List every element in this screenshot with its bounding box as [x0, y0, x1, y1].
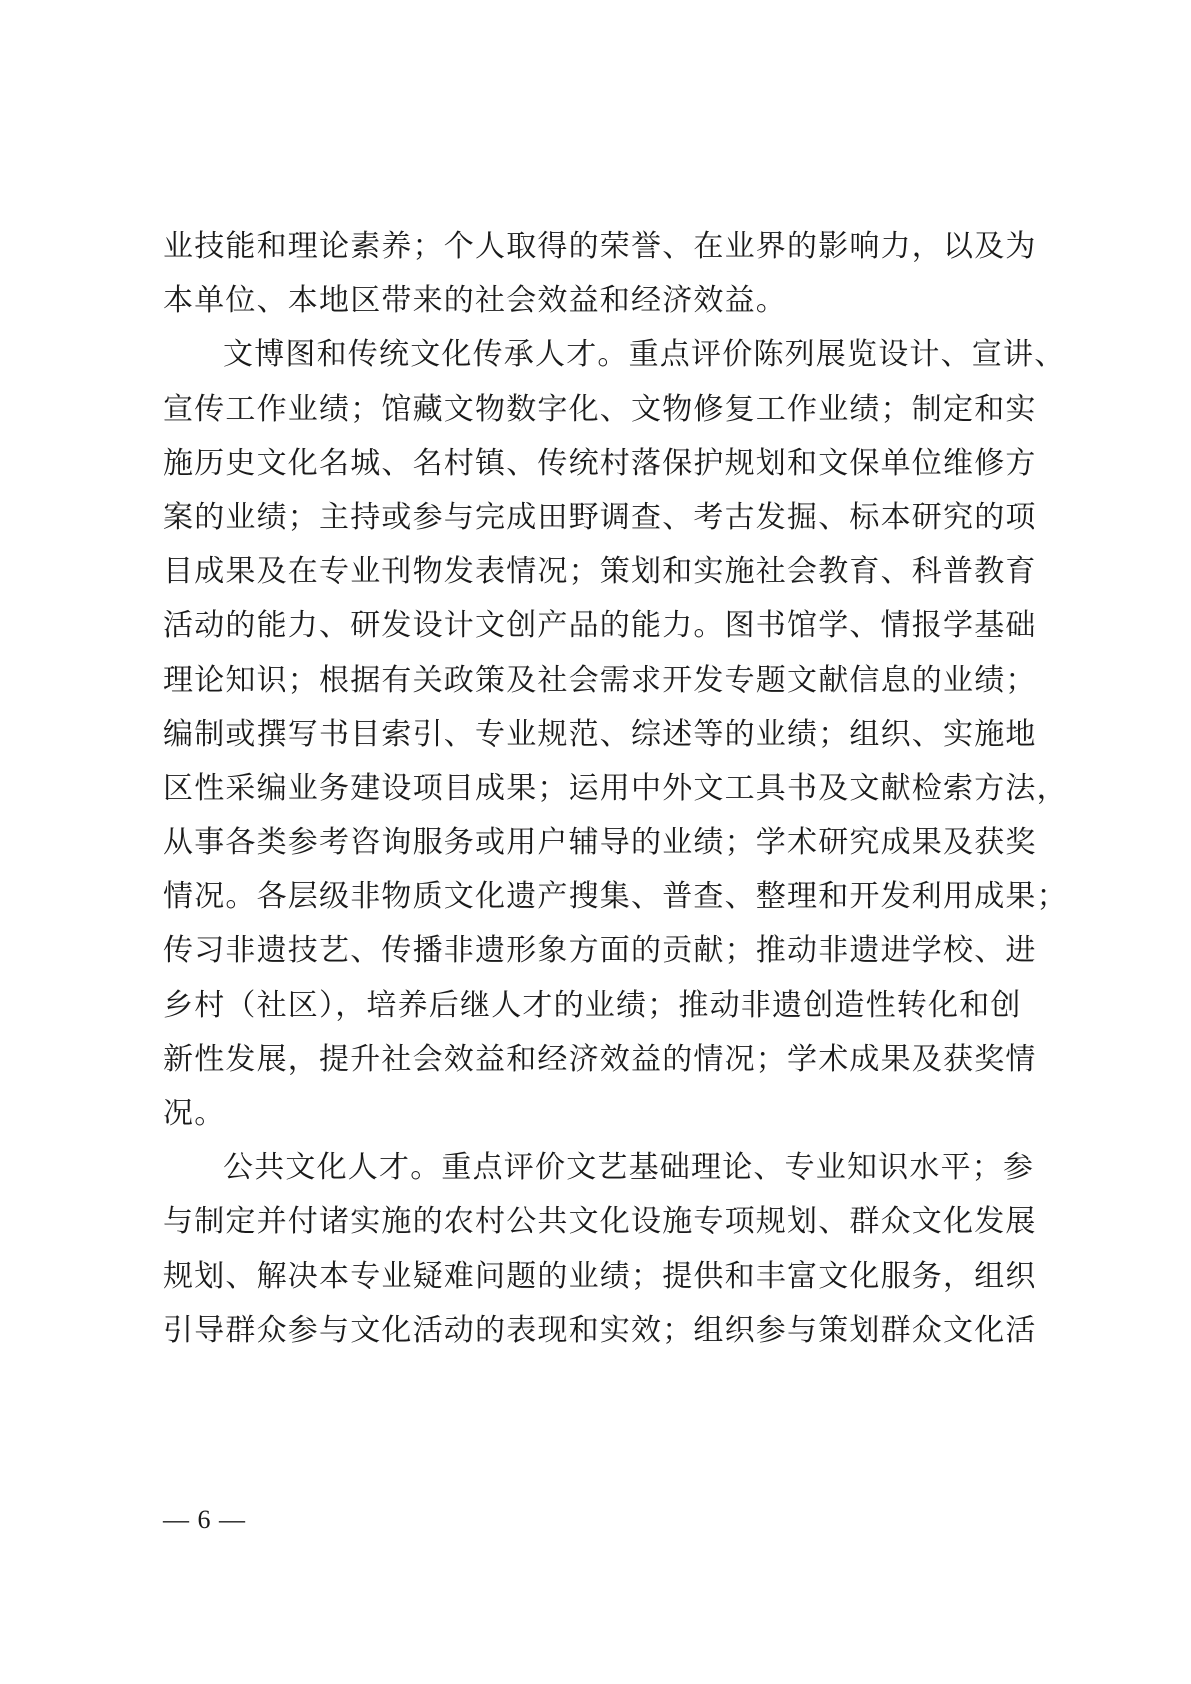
text-line: 新性发展，提升社会效益和经济效益的情况；学术成果及获奖情 [163, 1041, 1037, 1077]
text-line: 乡村（社区），培养后继人才的业绩；推动非遗创造性转化和创 [163, 987, 1022, 1023]
text-line: 本单位、本地区带来的社会效益和经济效益。 [163, 283, 787, 319]
text-line: 传习非遗技艺、传播非遗形象方面的贡献；推动非遗进学校、进 [163, 933, 1037, 969]
text-line: 引导群众参与文化活动的表现和实效；组织参与策划群众文化活 [163, 1312, 1037, 1348]
text-line: 目成果及在专业刊物发表情况；策划和实施社会教育、科普教育 [163, 554, 1037, 590]
text-line: 从事各类参考咨询服务或用户辅导的业绩；学术研究成果及获奖 [163, 825, 1037, 861]
text-line: 与制定并付诸实施的农村公共文化设施专项规划、群众文化发展 [163, 1204, 1037, 1240]
text-line: 编制或撰写书目索引、专业规范、综述等的业绩；组织、实施地 [163, 716, 1037, 752]
body-text [163, 220, 1068, 1358]
text-line: 宣传工作业绩；馆藏文物数字化、文物修复工作业绩；制定和实 [163, 391, 1037, 427]
text-line: 区性采编业务建设项目成果；运用中外文工具书及文献检索方法， [163, 770, 1068, 806]
text-line: 理论知识；根据有关政策及社会需求开发专题文献信息的业绩； [163, 662, 1037, 698]
text-line: 况。 [163, 1096, 226, 1131]
text-line: 情况。各层级非物质文化遗产搜集、普查、整理和开发利用成果； [163, 879, 1068, 915]
paragraph-first-line: 文博图和传统文化传承人才。重点评价陈列展览设计、宣讲、 [223, 337, 1066, 373]
text-line: 业技能和理论素养；个人取得的荣誉、在业界的影响力，以及为 [163, 229, 1037, 264]
paragraph-first-line: 公共文化人才。重点评价文艺基础理论、专业知识水平；参 [223, 1150, 1035, 1186]
page-number: — 6 — [163, 1505, 246, 1534]
text-line: 案的业绩；主持或参与完成田野调查、考古发掘、标本研究的项 [163, 499, 1037, 535]
text-line: 施历史文化名城、名村镇、传统村落保护规划和文保单位维修方 [163, 445, 1037, 481]
text-line: 规划、解决本专业疑难问题的业绩；提供和丰富文化服务，组织 [163, 1258, 1037, 1294]
text-line: 活动的能力、研发设计文创产品的能力。图书馆学、情报学基础 [163, 608, 1037, 644]
